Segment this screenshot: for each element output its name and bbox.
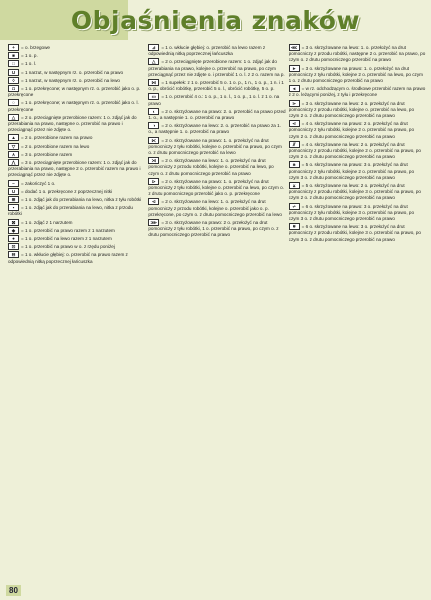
legend-entry-text: = 1 o. wkłucie głębiej: o. przerobić na lewo razem z odpowiednią nitką poprzecznej łańcuszka <box>148 45 266 57</box>
legend-entry-text: = 2 o. przeciągnięte przerobione razem: 1 o. zdjąć jak do przerabiania na prawo, kolejne o. przerobić na prawo, po czym przeciągnąć przez nie zdjęte o. i przerobić 1 o. l. z 2 o. razem na p. <box>148 59 285 77</box>
legend-entry <box>8 44 145 51</box>
legend-entry <box>8 85 145 98</box>
legend-entry <box>148 178 285 198</box>
stitch-symbol-icon: ⊳ <box>148 178 159 185</box>
legend-entry <box>148 137 285 157</box>
legend-entry-text: = 1 o. przerobić 4 o.: 1 o. p., 1 o. l., 1 o. p., 1 o. l. z 1 o. na prawo <box>148 94 280 106</box>
stitch-symbol-icon: ⊠ <box>8 219 19 226</box>
legend-entry <box>8 151 145 158</box>
legend-entry-text: = 3 o. przerobione razem <box>21 151 73 157</box>
legend-entry-text: = 2 o. przerobione razem na lewo <box>21 143 90 149</box>
stitch-symbol-icon: ⩬ <box>289 223 300 230</box>
stitch-symbol-icon: ⊲ <box>148 198 159 205</box>
stitch-symbol-icon: △ <box>148 58 159 65</box>
legend-entry-text: = 1 o. p. <box>21 53 38 59</box>
stitch-symbol-icon: ⋉ <box>148 137 159 144</box>
legend-entry-text: = dodać 1 o. przekręcone z poprzecznej nitki <box>21 188 113 194</box>
legend-entry <box>289 203 426 223</box>
stitch-symbol-icon: ⊟ <box>8 251 19 258</box>
stitch-symbol-icon: ⫻ <box>289 141 300 148</box>
legend-entry <box>8 60 145 67</box>
stitch-symbol-icon: ◘ <box>8 85 19 92</box>
legend-entry <box>148 219 285 239</box>
stitch-symbol-icon: − <box>8 180 19 187</box>
legend-entry <box>148 108 285 121</box>
legend-entry <box>8 180 145 187</box>
legend-entry <box>8 251 145 264</box>
stitch-symbol-icon: ○ <box>8 99 19 106</box>
legend-entry <box>8 204 145 217</box>
legend-entry <box>289 100 426 120</box>
stitch-symbol-icon: U <box>8 69 19 76</box>
legend-column-3 <box>289 44 426 584</box>
stitch-symbol-icon: ⊿ <box>148 44 159 51</box>
legend-entry-text: = 1 o. zdjąć jak do przerabiania na lewo, nitka z tyłu robótki <box>21 197 142 203</box>
legend-entry <box>148 157 285 177</box>
stitch-symbol-icon: ⋘ <box>289 44 300 51</box>
stitch-symbol-icon: ⊡ <box>8 243 19 250</box>
legend-entry-text: = 1 narzut, w następnym rz. o. przerobić na prawo <box>21 69 124 75</box>
legend-entry <box>289 223 426 243</box>
legend-entry-text: = 1 o. przerobić na lewo razem z 1 narzutem <box>21 236 112 242</box>
legend-entry-text: = 4 o. skrzyżowane na lewo: 2 o. przełożyć na drut pomocniczy z przodu robótki, kolejne 2 o. przerobić na prawo, po czym 2 o. z drutu pomocniczego przerobić na prawo <box>288 141 421 160</box>
legend-entry-text: = 2 o. skrzyżowane na lewo: 2. o. przerobić na prawo za 1. o., a następnie 1. o. przerobić na prawo <box>148 123 281 135</box>
legend-entry <box>8 69 145 76</box>
legend-entry <box>289 44 426 64</box>
legend-entry-text: = 5 o. skrzyżowane na lewo: 2 o. przełożyć na drut pomocniczy z przodu robótki, kolejne 3 o. przerobić na prawo, po czym 2 o. z drutu pomocniczego przerobić na prawo <box>288 183 421 201</box>
legend-entry-text: = 1 o. przerobić na prawo razem z 1 narzutem <box>21 227 115 233</box>
legend-entry-text: = o. brzegowe <box>21 45 50 50</box>
legend-entry-text: = 1 o. zdjąć z 1 narzutem <box>21 219 73 225</box>
legend-entry-text: = 2 o. skrzyżowane na prawo: 1. o. przełożyć na drut pomocniczy z tyłu robótki, kolejne o. przerobić na prawo, po czym o. z drutu pomocniczego przerobić na lewo <box>148 137 282 156</box>
legend-entry <box>8 77 145 84</box>
stitch-symbol-icon: ■ <box>8 52 19 59</box>
legend-entry-text: = 3 o. skrzyżowane na lewo: 2 o. przełożyć na drut pomocniczy z przodu robótki, kolejne o. przerobić na lewo, po czym 2 o. z drutu pomocniczego przerobić na prawo <box>288 100 415 119</box>
stitch-symbol-icon: ⋖ <box>289 120 300 127</box>
legend-entry <box>8 235 145 242</box>
legend-entry-text: = 1 o. zdjąć jak do przerabiania na lewo, nitka z przodu robótki <box>8 205 133 217</box>
stitch-symbol-icon: ⩫ <box>289 203 300 210</box>
legend-entry <box>8 196 145 203</box>
legend-entry <box>8 159 145 179</box>
stitch-symbol-icon: ⋗ <box>289 100 300 107</box>
stitch-symbol-icon: ◆ <box>8 227 19 234</box>
legend-entry <box>289 161 426 181</box>
legend-columns <box>8 44 426 584</box>
legend-entry-text: = 2 o. skrzyżowane na lewo: 1. o. przełożyć na drut pomocniczy z przodu robótki, kolejne o. przerobić jako o. p. przekręcone, po czym o. z drutu pomocniczego przerobić na lewo <box>148 199 282 217</box>
stitch-symbol-icon: ◊ <box>8 77 19 84</box>
stitch-symbol-icon: ▪ <box>8 204 19 211</box>
stitch-symbol-icon: ∧ <box>8 151 19 158</box>
legend-entry <box>8 188 145 195</box>
legend-entry <box>148 44 285 57</box>
stitch-symbol-icon: ▭ <box>148 93 159 100</box>
stitch-symbol-icon: ▽ <box>8 143 19 150</box>
legend-entry <box>8 134 145 141</box>
stitch-symbol-icon: ⋈ <box>148 79 159 86</box>
legend-entry <box>289 65 426 85</box>
legend-entry-text: = 6 o. skrzyżowane na lewo: 3 o. przełożyć na drut pomocniczy z przodu robótki, kolejne 3 o. przerobić na prawo, po czym 3 o. z drutu pomocniczego przerobić na prawo <box>288 224 421 242</box>
legend-entry-text: = 5 o. skrzyżowane na prawo: 3 o. przełożyć na drut pomocniczy z tyłu robótki, kolejne 2 o. przerobić na prawo, po czym 3 o. z drutu pomocniczego przerobić na prawo <box>288 162 415 180</box>
stitch-symbol-icon: ⋙ <box>148 219 159 226</box>
legend-entry <box>8 143 145 150</box>
legend-entry-text: = 1 o. l. <box>21 61 37 67</box>
stitch-symbol-icon: ◐ <box>148 108 159 115</box>
page-title: Objaśnienia znaków <box>70 6 361 35</box>
legend-entry-text: = 2 o. skrzyżowane na prawo: 1. o. przełożyć na drut pomocniczy z tyłu robótki, kolejne o. przerobić na lewo, po czym o. z drutu pomocniczego przerobić jako o. p. przekręcone <box>148 178 284 197</box>
stitch-symbol-icon: ⊞ <box>8 196 19 203</box>
legend-entry <box>8 114 145 134</box>
legend-entry-text: = 1 o. przerobić na prawo w o. z rzędu poniżej <box>21 244 115 250</box>
legend-entry-text: = zakończyć 1 o. <box>21 180 56 186</box>
stitch-symbol-icon: □ <box>8 60 19 67</box>
legend-entry <box>8 52 145 59</box>
legend-entry-text: = 3 o. przeciągnięte przerobione razem: 1 o. zdjąć jak do przerabiania na prawo, następne 2 o. przerobić razem na prawo i przeciągnąć przez nie zdjęte o. <box>8 160 141 178</box>
legend-entry <box>8 227 145 234</box>
stitch-symbol-icon: ⋀ <box>8 159 19 166</box>
legend-column-1 <box>8 44 145 584</box>
stitch-symbol-icon: △ <box>8 114 19 121</box>
stitch-symbol-icon: ⫷ <box>289 85 300 92</box>
legend-entry-text: = 2 o. skrzyżowane na lewo: 1. o. przełożyć na drut pomocniczy z przodu robótki, kolejne o. przerobić na lewo, po czym o. z drutu pomocniczego przerobić na prawo <box>148 158 274 176</box>
legend-entry <box>148 93 285 106</box>
legend-entry-text: = 3 o. skrzyżowane na lewo: 1. o. przełożyć na drut pomocniczy z przodu robótki, następne 2 o. przerobić na prawo, po czym o. z drutu pomocniczego przerobić na prawo <box>288 45 426 63</box>
stitch-symbol-icon: ▲ <box>8 134 19 141</box>
legend-entry-text: = 2 o. przerobione razem na prawo <box>21 135 93 141</box>
legend-entry <box>148 122 285 135</box>
stitch-symbol-icon: ⨳ <box>289 161 300 168</box>
stitch-symbol-icon: + <box>8 44 19 51</box>
legend-entry-text: = w rz. odchodzącym o. środkowe przerobić razem na prawo z 2 o. leżącymi poniżej, z tyłu i przekręcone <box>288 86 426 98</box>
legend-entry <box>148 79 285 92</box>
legend-entry-text: = 2 o. skrzyżowane na prawo: 2. o. przerobić na prawo przed 1. o., a następnie 1. o. przerobić na prawo <box>148 108 286 121</box>
legend-entry-text: = 1 o. przekręcone; w następnym rz. o. przerobić jako o. p. przekręcone <box>8 86 141 98</box>
legend-entry <box>289 85 426 98</box>
stitch-symbol-icon: ● <box>8 235 19 242</box>
legend-entry <box>8 243 145 250</box>
legend-entry-text: = 6 o. skrzyżowane na prawo: 3 o. przełożyć na drut pomocniczy z tyłu robótki, kolejne 3 o. przerobić na prawo, po czym 3 o. z drutu pomocniczego przerobić na prawo <box>288 203 415 222</box>
stitch-symbol-icon: ⫸ <box>289 65 300 72</box>
legend-entry-text: = 1 o. wkłucie głębiej: o. przerobić na prawo razem z odpowiednią nitką poprzecznej łańcuszka <box>8 252 128 264</box>
legend-entry <box>8 219 145 226</box>
stitch-symbol-icon: ⋊ <box>148 157 159 164</box>
page-number: 80 <box>6 585 21 596</box>
legend-entry <box>8 99 145 112</box>
legend-entry <box>289 182 426 202</box>
legend-entry <box>148 58 285 78</box>
legend-entry <box>289 120 426 140</box>
legend-entry <box>289 141 426 161</box>
legend-entry-text: = 1 o. przekręcone; w następnym rz. o. przerobić jako o. l. przekręcone <box>8 100 139 112</box>
legend-column-2 <box>148 44 285 584</box>
stitch-symbol-icon: ◑ <box>148 122 159 129</box>
legend-entry-text: = 3 o. skrzyżowane na prawo: 2 o. przełożyć na drut pomocniczy z tyłu robótki, 1 o. przerobić na prawo, po czym o. z drutu pomocniczego przerobić na prawo <box>148 220 279 238</box>
legend-entry-text: = 4 o. skrzyżowane na prawo: 2 o. przełożyć na drut pomocniczy z tyłu robótki, kolejne 2 o. przerobić na prawo, po czym 2 o. z drutu pomocniczego przerobić na prawo <box>288 121 415 139</box>
stitch-symbol-icon: ⨲ <box>289 182 300 189</box>
legend-entry <box>148 198 285 218</box>
legend-entry-text: = 1 supełek: z 1 o. przerobić 5 o. 1 o. p., 1 n., 1 o. p., 1 n. i 1 o. p., obrócić robótkę, przerobić 5 o. l., obrócić robótkę, 5 o. p. <box>148 80 284 92</box>
legend-entry-text: = 2 o. przeciągnięte przerobione razem: 1 o. zdjąć jak do przerabiania na prawo, następne o. przerobić na prawo i przeciągnąć przez nie zdjęte o. <box>8 114 137 133</box>
stitch-symbol-icon: U <box>8 188 19 195</box>
legend-entry-text: = 1 narzut, w następnym rz. o. przerobić na lewo <box>21 77 120 83</box>
legend-entry-text: = 3 o. skrzyżowane na prawo: 1. o. przełożyć na drut pomocniczy z tyłu robótki, kolejne 2 o. przerobić na lewo, po czym 1 o. z drutu pomocniczego przerobić na prawo <box>288 65 423 84</box>
